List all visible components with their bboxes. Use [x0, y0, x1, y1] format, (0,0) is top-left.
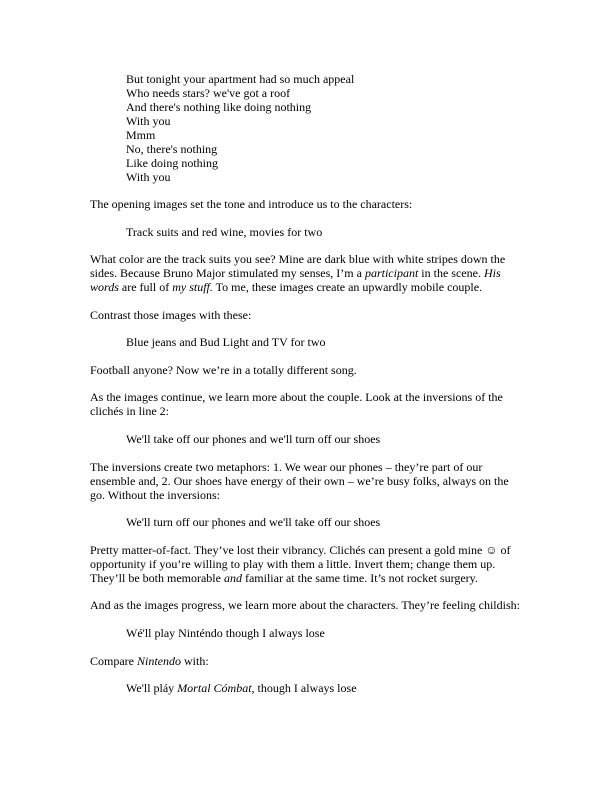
text-run: though I always lose — [254, 681, 357, 695]
text-run: Compare — [90, 654, 137, 668]
lyric-quote: We'll turn off our phones and we'll take off our shoes — [126, 515, 381, 529]
body-paragraph-line: The inversions create two metaphors: 1. We wear our phones – they’re part of our — [90, 460, 483, 474]
lyric-line: Who needs stars? we've got a roof — [126, 86, 291, 100]
body-paragraph-line — [90, 280, 482, 294]
lyric-quote: Wé'll play Ninténdo though I always lose — [126, 626, 325, 640]
body-paragraph-line: ensemble and, 2. Our shoes have energy of their own – we’re busy folks, always on the — [90, 474, 509, 488]
emphasis-text: my stuff. — [172, 280, 213, 294]
lyric-quote: Blue jeans and Bud Light and TV for two — [126, 335, 326, 349]
body-paragraph-line: clichés in line 2: — [90, 404, 169, 418]
lyric-line: But tonight your apartment had so much appeal — [126, 72, 355, 86]
text-run: They’ll be both memorable — [90, 571, 224, 585]
body-paragraph: And as the images progress, we learn more about the characters. They’re feeling childish: — [90, 598, 520, 612]
emphasis-text: Mortal Cómbat, — [177, 681, 255, 695]
text-run: in the scene. — [418, 266, 484, 280]
body-paragraph-line: As the images continue, we learn more about the couple. Look at the inversions of the — [90, 390, 503, 404]
emphasis-text: and — [223, 571, 242, 585]
lyric-line: Mmm — [126, 128, 156, 142]
emphasis-text: Nintendo — [137, 654, 181, 668]
body-paragraph — [90, 654, 209, 668]
lyric-line: With you — [126, 114, 171, 128]
lyric-line: With you — [126, 170, 171, 184]
body-paragraph-line — [90, 571, 478, 585]
lyric-quote — [126, 681, 357, 695]
text-run: with: — [181, 654, 209, 668]
body-paragraph: The opening images set the tone and introduce us to the characters: — [90, 197, 413, 211]
emphasis-text: words — [90, 280, 119, 294]
body-paragraph: Contrast those images with these: — [90, 308, 252, 322]
lyric-quote: Track suits and red wine, movies for two — [126, 225, 323, 239]
text-run: familiar at the same time. It’s not rocket surgery. — [241, 571, 478, 585]
body-paragraph-line: What color are the track suits you see? Mine are dark blue with white stripes down the — [90, 252, 506, 266]
lyric-quote: We'll take off our phones and we'll turn off our shoes — [126, 432, 381, 446]
body-paragraph-line: go. Without the inversions: — [90, 488, 220, 502]
lyric-line: No, there's nothing — [126, 142, 218, 156]
text-run: We'll pláy — [126, 681, 178, 695]
lyric-line: And there's nothing like doing nothing — [126, 100, 312, 114]
lyric-line: Like doing nothing — [126, 156, 218, 170]
body-paragraph: Football anyone? Now we’re in a totally different song. — [90, 363, 357, 377]
body-paragraph-line: Pretty matter-of-fact. They’ve lost their vibrancy. Clichés can present a gold mine ☺ of — [90, 543, 511, 557]
body-paragraph-line: opportunity if you’re willing to play with them a little. Invert them; change them up. — [90, 557, 496, 571]
emphasis-text: His — [483, 266, 501, 280]
text-run: sides. Because Bruno Major stimulated my senses, I’m a — [90, 266, 365, 280]
text-run: are full of — [118, 280, 173, 294]
body-paragraph-line — [90, 266, 501, 280]
emphasis-text: participant — [364, 266, 419, 280]
text-run: To me, these images create an upwardly mobile couple. — [212, 280, 483, 294]
